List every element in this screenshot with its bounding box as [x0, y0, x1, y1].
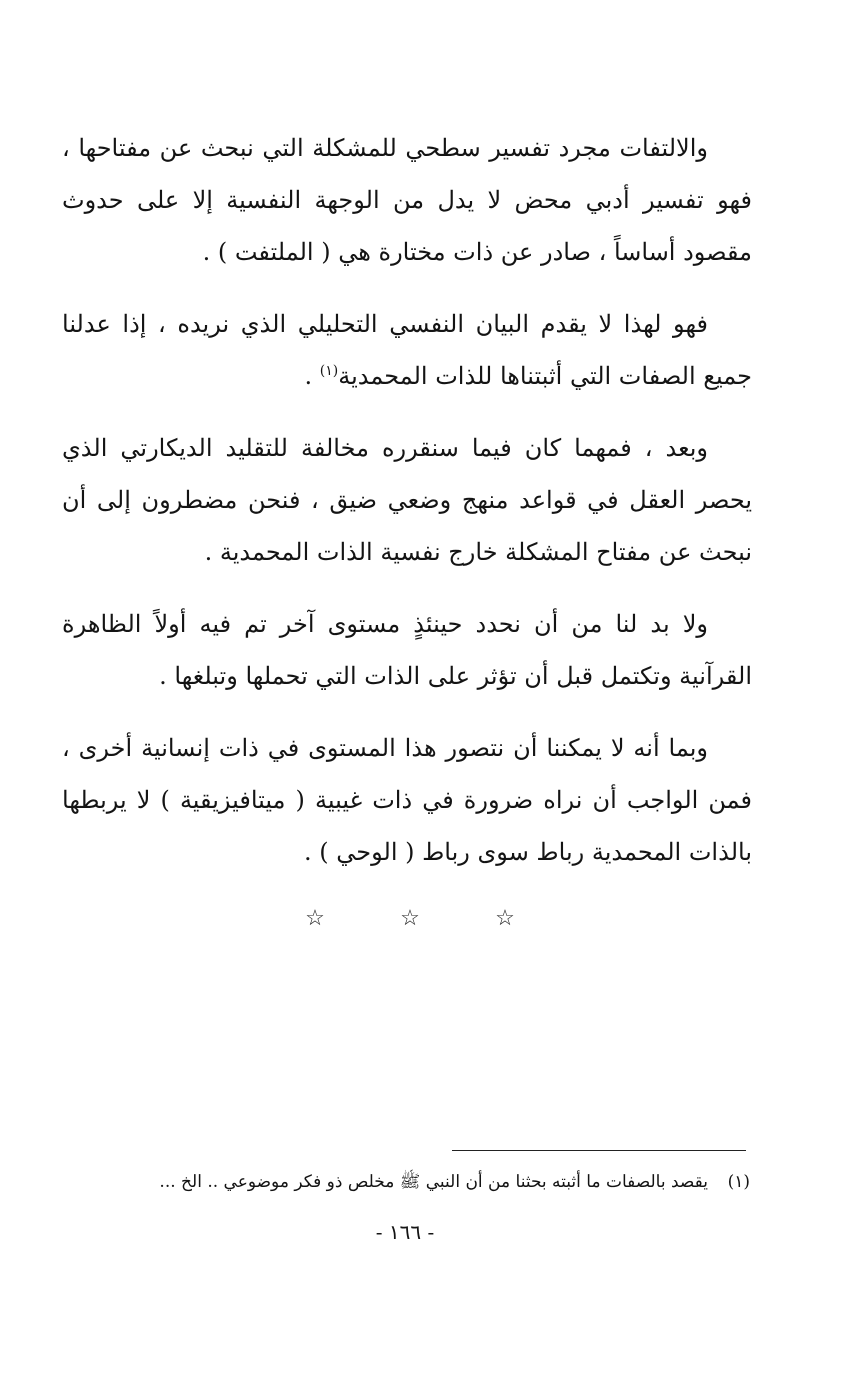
paragraph-5: وبما أنه لا يمكننا أن نتصور هذا المستوى في ذات إنسانية أخرى ، فمن الواجب أن نراه ضرورة في ذات غيبية ( ميتافيزيقية ) لا يربطها بالذات المحمدية رباط سوى رباط ( الوحي ) . [62, 734, 752, 866]
paragraph-2-end: . [304, 362, 320, 390]
star-icon: ☆ [305, 906, 325, 931]
footnote [100, 1168, 750, 1196]
section-divider [300, 906, 520, 931]
footnote-divider [452, 1150, 746, 1151]
paragraph-2 [62, 298, 752, 402]
paragraph-2-text: فهو لهذا لا يقدم البيان النفسي التحليلي الذي نريده ، إذا عدلنا جميع الصفات التي أثبتناها للذات المحمدية [62, 310, 752, 390]
body-text [62, 122, 752, 898]
footnote-reference[interactable]: (١) [319, 363, 339, 379]
paragraph-3: وبعد ، فمهما كان فيما سنقرره مخالفة للتقليد الديكارتي الذي يحصر العقل في قواعد منهج وضعي ضيق ، فنحن مضطرون إلى أن نبحث عن مفتاح المشكلة خارج نفسية الذات المحمدية . [62, 434, 752, 566]
paragraph-1: والالتفات مجرد تفسير سطحي للمشكلة التي نبحث عن مفتاحها ، فهو تفسير أدبي محض لا يدل من الوجهة النفسية إلا على حدوث مقصود أساساً ، صادر عن ذات مختارة هي ( الملتفت ) . [62, 134, 752, 266]
star-icon: ☆ [400, 906, 420, 931]
star-icon: ☆ [495, 906, 515, 931]
paragraph-4: ولا بد لنا من أن نحدد حينئذٍ مستوى آخر تم فيه أولاً الظاهرة القرآنية وتكتمل قبل أن تؤثر على الذات التي تحملها وتبلغها . [62, 610, 752, 690]
footnote-number: (١) [727, 1172, 750, 1192]
footnote-text: يقصد بالصفات ما أثبته بحثنا من أن النبي ﷺ مخلص ذو فكر موضوعي .. الخ ... [159, 1172, 708, 1192]
page-number: - ١٦٦ - [375, 1220, 435, 1244]
